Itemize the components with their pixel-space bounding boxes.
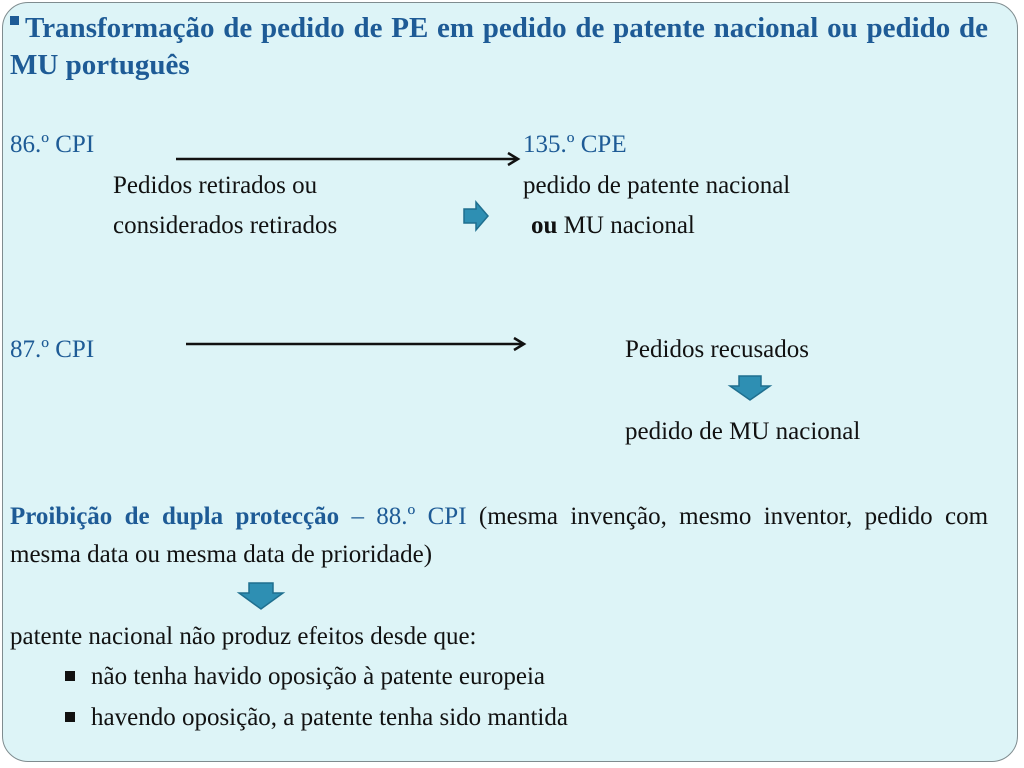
ref-87-cpi: 87.º CPI: [10, 336, 95, 363]
conclusion-intro: patente nacional não produz efeitos desde que:: [10, 623, 477, 650]
slide-title-text: Transformação de pedido de PE em pedido de patente nacional ou pedido de MU português: [10, 12, 988, 81]
bullet-square-icon: [65, 671, 75, 681]
mu-request: pedido de MU nacional: [625, 418, 861, 445]
ref-86-cpi: 86.º CPI: [10, 131, 95, 158]
down-arrow-2-icon: [235, 581, 287, 611]
national-patent-line: pedido de patente nacional: [523, 172, 791, 199]
or-mu-line: [531, 211, 695, 241]
right-arrow-icon: [462, 199, 490, 233]
prohibition-heading: Proibição de dupla protecção: [10, 503, 340, 530]
prohibition-paragraph: [10, 498, 988, 574]
bullet-square-icon: [65, 712, 75, 722]
mu-nacional-text: MU nacional: [557, 212, 695, 239]
prohibition-dash: –: [339, 503, 377, 530]
ref-135-cpe: 135.º CPE: [523, 131, 627, 158]
title-bullet-icon: [10, 16, 19, 25]
withdrawn-line-1: Pedidos retirados ou: [113, 172, 318, 199]
or-word: ou: [531, 212, 558, 239]
bullet-item-2: havendo oposição, a patente tenha sido mantida: [91, 704, 568, 731]
prohibition-detail: (mesma invenção, mesmo inventor, pedido com mesma data ou mesma data de prioridade): [10, 503, 989, 568]
down-arrow-1-icon: [727, 374, 773, 402]
bullet-item-1: não tenha havido oposição à patente europeia: [91, 663, 545, 690]
refused-requests: Pedidos recusados: [625, 336, 809, 363]
withdrawn-line-2: considerados retirados: [113, 212, 338, 239]
long-arrow-1-icon: [170, 148, 530, 170]
slide-title: [10, 10, 988, 84]
ref-88-cpi: 88.º CPI: [376, 503, 467, 530]
long-arrow-2-icon: [180, 333, 532, 355]
